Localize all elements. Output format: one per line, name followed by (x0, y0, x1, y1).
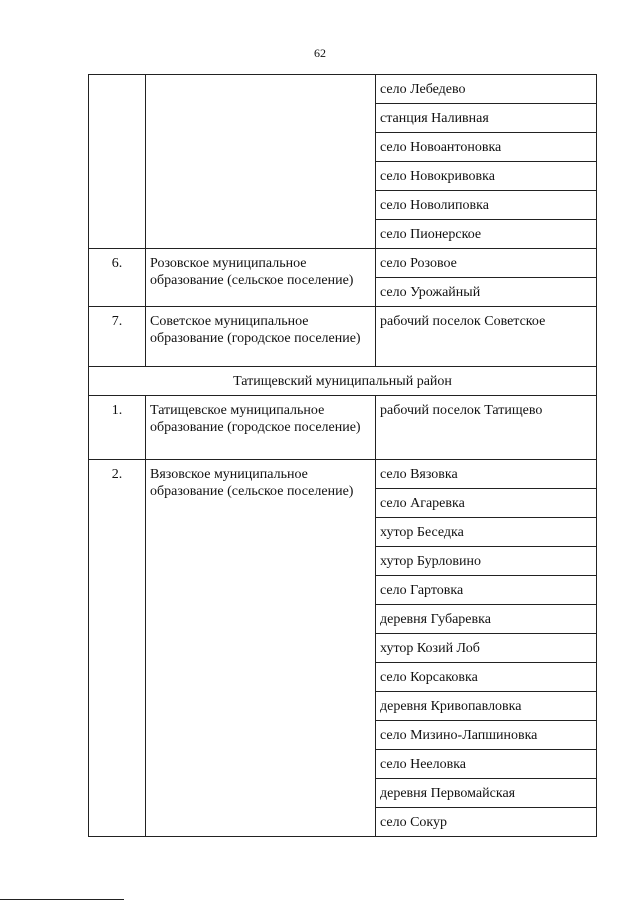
municipality-cell: Татищевское муниципальное образование (городское поселение) (146, 396, 376, 460)
page-number: 62 (314, 46, 326, 60)
settlement-cell: рабочий поселок Советское (376, 307, 597, 367)
number-cell (89, 75, 146, 249)
settlement-cell: село Нееловка (376, 750, 597, 779)
table-row (89, 75, 597, 104)
number-cell: 2. (89, 460, 146, 837)
district-heading: Татищевский муниципальный район (89, 367, 597, 396)
number-cell: 1. (89, 396, 146, 460)
settlement-cell: село Урожайный (376, 278, 597, 307)
settlement-cell: село Пионерское (376, 220, 597, 249)
district-row (89, 367, 597, 396)
settlement-cell: село Сокур (376, 808, 597, 837)
table-row (89, 396, 597, 460)
settlement-cell: село Новоантоновка (376, 133, 597, 162)
footnote-rule (0, 899, 124, 900)
settlement-cell: село Розовое (376, 249, 597, 278)
settlement-cell: село Мизино-Лапшиновка (376, 721, 597, 750)
settlement-cell: рабочий поселок Татищево (376, 396, 597, 460)
number-cell: 7. (89, 307, 146, 367)
number-cell: 6. (89, 249, 146, 307)
settlement-cell: деревня Губаревка (376, 605, 597, 634)
municipality-cell: Вязовское муниципальное образование (сельское поселение) (146, 460, 376, 837)
municipality-cell: Советское муниципальное образование (городское поселение) (146, 307, 376, 367)
settlement-cell: село Вязовка (376, 460, 597, 489)
table-row (89, 307, 597, 367)
settlement-cell: село Новолиповка (376, 191, 597, 220)
table-row (89, 249, 597, 278)
municipality-cell: Розовское муниципальное образование (сельское поселение) (146, 249, 376, 307)
municipalities-table (88, 74, 597, 837)
table-row (89, 460, 597, 489)
settlement-cell: хутор Козий Лоб (376, 634, 597, 663)
municipality-cell (146, 75, 376, 249)
settlement-cell: село Лебедево (376, 75, 597, 104)
settlement-cell: село Гартовка (376, 576, 597, 605)
settlement-cell: хутор Беседка (376, 518, 597, 547)
settlement-cell: станция Наливная (376, 104, 597, 133)
settlement-cell: село Новокривовка (376, 162, 597, 191)
settlement-cell: село Корсаковка (376, 663, 597, 692)
settlement-cell: деревня Первомайская (376, 779, 597, 808)
settlement-cell: хутор Бурловино (376, 547, 597, 576)
settlement-cell: село Агаревка (376, 489, 597, 518)
settlement-cell: деревня Кривопавловка (376, 692, 597, 721)
